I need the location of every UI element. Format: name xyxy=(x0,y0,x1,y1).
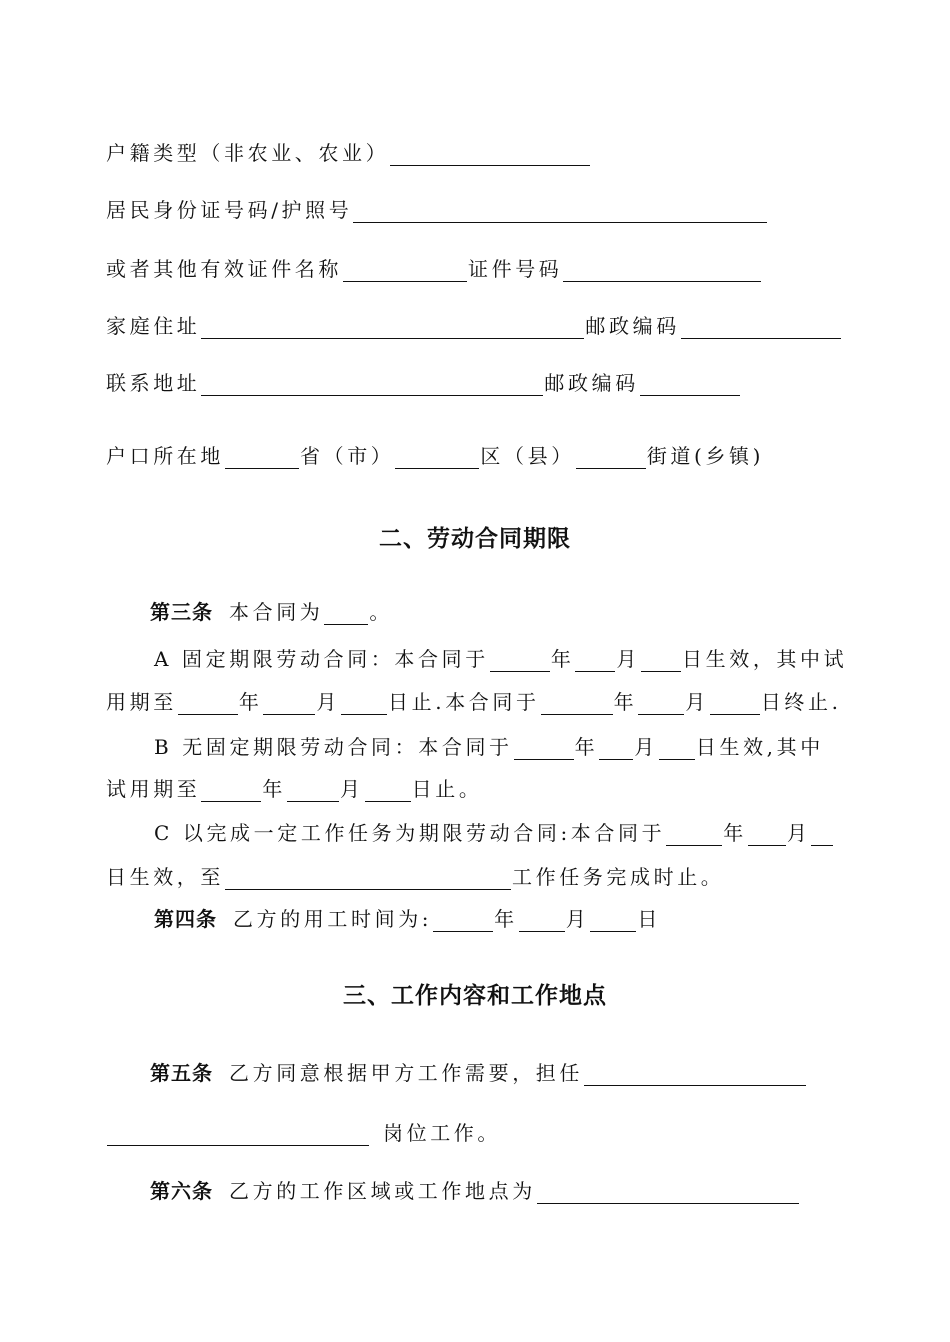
other-id-blank[interactable] xyxy=(343,261,467,282)
other-id-row xyxy=(106,256,762,282)
contact-address-blank[interactable] xyxy=(201,375,543,396)
option-c-prefix: C 以完成一定工作任务为期限劳动合同:本合同于 xyxy=(154,821,666,845)
contract-type-blank[interactable] xyxy=(324,604,368,625)
article-5-line-2 xyxy=(106,1120,501,1146)
article-6-label: 第六条 xyxy=(150,1179,213,1203)
a-day-stop-contract: 日止.本合同于 xyxy=(388,690,540,714)
option-b-line-2 xyxy=(106,776,482,802)
work-location-blank[interactable] xyxy=(537,1183,799,1204)
other-id-label: 或者其他有效证件名称 xyxy=(106,257,342,281)
section-3-heading: 三、工作内容和工作地点 xyxy=(343,983,607,1009)
id-blank[interactable] xyxy=(353,202,767,223)
b-probation-year-blank[interactable] xyxy=(201,781,261,802)
article-3-text: 本合同为 xyxy=(229,600,324,624)
option-b-prefix: B 无固定期限劳动合同：本合同于 xyxy=(154,735,513,759)
c-day-blank[interactable] xyxy=(811,825,833,846)
article-3-end: 。 xyxy=(369,600,394,624)
a-end-month-blank[interactable] xyxy=(638,694,684,715)
cert-no-label: 证件号码 xyxy=(468,257,563,281)
article-6-text: 乙方的工作区域或工作地点为 xyxy=(229,1179,536,1203)
article-5-row xyxy=(150,1060,807,1086)
a-year-blank[interactable] xyxy=(490,651,550,672)
position-blank-2[interactable] xyxy=(107,1125,369,1146)
b-month-label: 月 xyxy=(634,735,658,759)
a-day-blank[interactable] xyxy=(641,651,681,672)
section-2-heading: 二、劳动合同期限 xyxy=(379,526,571,552)
art4-month-blank[interactable] xyxy=(519,911,565,932)
b-day-effect: 日生效,其中 xyxy=(695,735,824,759)
option-c-line2-suffix: 工作任务完成时止。 xyxy=(512,865,725,889)
art4-year-label: 年 xyxy=(494,907,518,931)
option-a-prefix: A 固定期限劳动合同：本合同于 xyxy=(154,647,489,671)
a-day-end: 日终止. xyxy=(760,690,842,714)
province-label: 省（市） xyxy=(300,444,395,468)
home-address-label: 家庭住址 xyxy=(106,314,201,338)
postcode-label-2: 邮政编码 xyxy=(544,371,639,395)
option-a-line-1 xyxy=(154,646,847,672)
home-address-row xyxy=(106,313,842,339)
contact-address-row xyxy=(106,370,741,396)
article-4-label: 第四条 xyxy=(154,907,217,931)
option-b-line-1 xyxy=(154,734,824,760)
a-day-effect: 日生效，其中试 xyxy=(682,647,848,671)
article-3-row xyxy=(150,599,393,625)
postcode-label: 邮政编码 xyxy=(585,314,680,338)
b-probation-year-label: 年 xyxy=(262,777,287,801)
a-year-label: 年 xyxy=(550,647,575,671)
b-month-blank[interactable] xyxy=(599,739,633,760)
art4-month-label: 月 xyxy=(565,907,590,931)
b-day-stop: 日止。 xyxy=(411,777,483,801)
district-label: 区（县） xyxy=(480,444,575,468)
a-probation-month-blank[interactable] xyxy=(263,694,315,715)
cert-no-blank[interactable] xyxy=(563,261,761,282)
art4-day-label: 日 xyxy=(637,907,661,931)
street-label: 街道(乡镇) xyxy=(646,444,765,468)
hukou-type-blank[interactable] xyxy=(390,145,590,166)
a-end-year-blank[interactable] xyxy=(541,694,613,715)
hukou-location-label: 户口所在地 xyxy=(106,444,224,468)
home-address-blank[interactable] xyxy=(201,318,584,339)
article-4-row xyxy=(154,906,661,932)
a-probation-month-label: 月 xyxy=(316,690,341,714)
b-year-label: 年 xyxy=(574,735,599,759)
b-probation-day-blank[interactable] xyxy=(365,781,411,802)
c-month-blank[interactable] xyxy=(748,825,786,846)
article-3-label: 第三条 xyxy=(150,600,213,624)
option-a-line2-prefix: 用期至 xyxy=(106,690,177,714)
id-row xyxy=(106,197,768,223)
hukou-type-label: 户籍类型（非农业、农业） xyxy=(106,141,390,165)
a-probation-year-label: 年 xyxy=(238,690,263,714)
article-6-row xyxy=(150,1178,800,1204)
id-label: 居民身份证号码/护照号 xyxy=(106,198,353,222)
district-blank[interactable] xyxy=(395,448,479,469)
option-c-line-2 xyxy=(106,864,724,890)
c-year-label: 年 xyxy=(723,821,747,845)
a-month-label: 月 xyxy=(616,647,641,671)
article-5-text: 乙方同意根据甲方工作需要，担任 xyxy=(229,1061,583,1085)
street-blank[interactable] xyxy=(576,448,646,469)
option-b-line2-prefix: 试用期至 xyxy=(106,777,201,801)
a-probation-year-blank[interactable] xyxy=(178,694,238,715)
a-probation-day-blank[interactable] xyxy=(341,694,387,715)
contact-address-label: 联系地址 xyxy=(106,371,201,395)
c-year-blank[interactable] xyxy=(666,825,722,846)
province-blank[interactable] xyxy=(225,448,299,469)
c-month-label: 月 xyxy=(786,821,811,845)
art4-day-blank[interactable] xyxy=(590,911,636,932)
postcode-blank-2[interactable] xyxy=(640,375,740,396)
article-5-suffix: 岗位工作。 xyxy=(383,1121,501,1145)
a-month-blank[interactable] xyxy=(575,651,615,672)
a-end-day-blank[interactable] xyxy=(710,694,760,715)
b-probation-month-label: 月 xyxy=(340,777,364,801)
b-year-blank[interactable] xyxy=(514,739,574,760)
position-blank-1[interactable] xyxy=(584,1065,806,1086)
art4-year-blank[interactable] xyxy=(433,911,493,932)
option-a-line-2 xyxy=(106,689,842,715)
a-end-year-label: 年 xyxy=(613,690,638,714)
c-task-blank[interactable] xyxy=(225,869,511,890)
option-c-line-1 xyxy=(154,820,834,846)
a-end-month-label: 月 xyxy=(685,690,709,714)
b-day-blank[interactable] xyxy=(659,739,695,760)
option-c-line2-prefix: 日生效，至 xyxy=(106,865,224,889)
hukou-type-row xyxy=(106,140,591,166)
article-4-text: 乙方的用工时间为: xyxy=(233,907,433,931)
postcode-blank[interactable] xyxy=(681,318,841,339)
article-5-label: 第五条 xyxy=(150,1061,213,1085)
b-probation-month-blank[interactable] xyxy=(287,781,339,802)
hukou-location-row xyxy=(106,443,764,469)
